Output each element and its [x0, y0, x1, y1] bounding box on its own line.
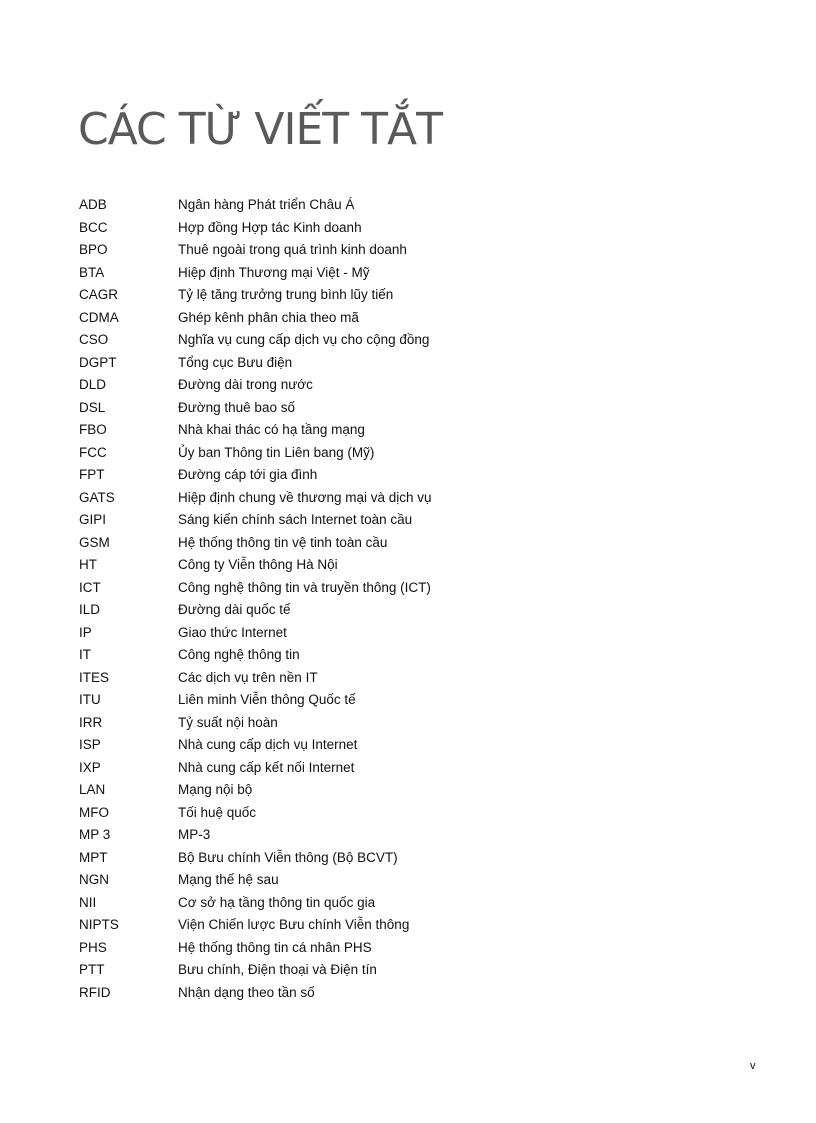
- abbreviation-meaning: Ngân hàng Phát triển Châu Á: [178, 197, 355, 212]
- abbreviation-row: [79, 892, 432, 915]
- abbreviation-code: ITU: [79, 692, 101, 707]
- abbreviation-meaning: Nghĩa vụ cung cấp dịch vụ cho cộng đồng: [178, 332, 430, 347]
- abbreviation-row: [79, 689, 432, 712]
- abbreviation-meaning: Đường cáp tới gia đình: [178, 467, 318, 482]
- abbreviation-code: MPT: [79, 849, 108, 865]
- abbreviation-code: PTT: [79, 962, 105, 977]
- abbreviation-code: FCC: [79, 444, 107, 460]
- abbreviation-meaning: Đường dài quốc tế: [178, 602, 291, 617]
- abbreviation-list: [79, 194, 432, 1004]
- abbreviation-code: DGPT: [79, 354, 117, 370]
- abbreviation-code: ITES: [79, 669, 110, 685]
- abbreviation-code: RFID: [79, 984, 111, 1000]
- abbreviation-row: [79, 397, 432, 420]
- abbreviation-code: IRR: [79, 714, 103, 730]
- abbreviation-meaning: Tối huệ quốc: [178, 804, 257, 820]
- abbreviation-row: [79, 194, 432, 217]
- abbreviation-row: [79, 532, 432, 555]
- abbreviation-code: CDMA: [79, 309, 119, 325]
- abbreviation-meaning: Liên minh Viễn thông Quốc tế: [178, 692, 356, 707]
- abbreviation-row: [79, 577, 432, 600]
- abbreviation-row: [79, 869, 432, 892]
- abbreviation-code: NII: [79, 894, 97, 910]
- abbreviation-row: [79, 937, 432, 960]
- abbreviation-row: [79, 509, 432, 532]
- abbreviation-code: CAGR: [79, 287, 119, 302]
- abbreviation-code: GSM: [79, 534, 110, 550]
- abbreviation-meaning: Ghép kênh phân chia theo mã: [178, 309, 359, 325]
- abbreviation-meaning: Đường thuê bao số: [178, 399, 295, 415]
- abbreviation-row: [79, 847, 432, 870]
- abbreviation-code: HT: [79, 557, 97, 572]
- abbreviation-meaning: Tỷ suất nội hoàn: [178, 714, 278, 730]
- abbreviation-row: [79, 464, 432, 487]
- abbreviation-row: [79, 307, 432, 330]
- abbreviation-meaning: Cơ sở hạ tầng thông tin quốc gia: [178, 894, 376, 910]
- abbreviation-code: ISP: [79, 737, 101, 752]
- abbreviation-code: IXP: [79, 759, 101, 775]
- abbreviation-row: [79, 352, 432, 375]
- abbreviation-code: GATS: [79, 489, 115, 505]
- abbreviation-code: MP 3: [79, 827, 111, 842]
- abbreviation-row: [79, 824, 432, 847]
- abbreviation-meaning: Hệ thống thông tin vệ tinh toàn cầu: [178, 534, 388, 550]
- abbreviation-meaning: Các dịch vụ trên nền IT: [178, 669, 318, 685]
- abbreviation-code: CSO: [79, 332, 109, 347]
- abbreviation-row: [79, 644, 432, 667]
- abbreviation-row: [79, 217, 432, 240]
- abbreviation-code: LAN: [79, 782, 106, 797]
- abbreviation-code: BTA: [79, 264, 105, 280]
- abbreviation-meaning: Nhận dạng theo tần số: [178, 984, 315, 1000]
- abbreviation-code: NGN: [79, 872, 109, 887]
- abbreviation-row: [79, 599, 432, 622]
- abbreviation-code: BPO: [79, 242, 108, 257]
- abbreviation-meaning: Hiệp định Thương mại Việt - Mỹ: [178, 264, 370, 280]
- abbreviation-row: [79, 329, 432, 352]
- abbreviation-meaning: Ủy ban Thông tin Liên bang (Mỹ): [178, 444, 375, 460]
- abbreviation-row: [79, 982, 432, 1005]
- abbreviation-row: [79, 239, 432, 262]
- abbreviation-meaning: Viện Chiến lược Bưu chính Viễn thông: [178, 917, 410, 932]
- abbreviation-meaning: Nhà cung cấp dịch vụ Internet: [178, 737, 358, 752]
- abbreviation-code: MFO: [79, 804, 109, 820]
- abbreviation-row: [79, 622, 432, 645]
- abbreviation-meaning: Bộ Bưu chính Viễn thông (Bộ BCVT): [178, 849, 398, 865]
- abbreviation-code: ILD: [79, 602, 101, 617]
- abbreviation-meaning: Giao thức Internet: [178, 624, 287, 640]
- abbreviation-meaning: Mạng thế hệ sau: [178, 872, 279, 887]
- abbreviation-code: FPT: [79, 467, 105, 482]
- abbreviation-row: [79, 914, 432, 937]
- abbreviation-row: [79, 262, 432, 285]
- abbreviation-meaning: Tỷ lệ tăng trưởng trung bình lũy tiến: [178, 287, 394, 302]
- abbreviation-code: FBO: [79, 422, 107, 437]
- abbreviation-code: PHS: [79, 939, 107, 955]
- abbreviation-meaning: Công nghệ thông tin: [178, 647, 300, 662]
- abbreviation-row: [79, 757, 432, 780]
- abbreviation-code: ICT: [79, 579, 101, 595]
- abbreviation-row: [79, 802, 432, 825]
- abbreviation-code: BCC: [79, 219, 108, 235]
- abbreviation-meaning: Công ty Viễn thông Hà Nội: [178, 557, 338, 572]
- abbreviation-row: [79, 442, 432, 465]
- abbreviation-code: DSL: [79, 399, 106, 415]
- abbreviation-meaning: Hiệp định chung về thương mại và dịch vụ: [178, 489, 432, 505]
- abbreviation-row: [79, 284, 432, 307]
- abbreviation-row: [79, 374, 432, 397]
- abbreviation-meaning: Nhà cung cấp kết nối Internet: [178, 759, 355, 775]
- abbreviation-meaning: Hệ thống thông tin cá nhân PHS: [178, 939, 372, 955]
- page-title: CÁC TỪ VIẾT TẮT: [78, 104, 442, 155]
- abbreviation-row: [79, 554, 432, 577]
- abbreviation-meaning: Tổng cục Bưu điện: [178, 354, 293, 370]
- abbreviation-meaning: Đường dài trong nước: [178, 377, 313, 392]
- abbreviation-row: [79, 487, 432, 510]
- abbreviation-code: IP: [79, 624, 92, 640]
- abbreviation-row: [79, 959, 432, 982]
- abbreviation-code: ADB: [79, 197, 107, 212]
- abbreviation-meaning: Hợp đồng Hợp tác Kinh doanh: [178, 219, 362, 235]
- abbreviation-row: [79, 779, 432, 802]
- abbreviation-code: GIPI: [79, 512, 107, 527]
- abbreviation-row: [79, 712, 432, 735]
- page-number: v: [750, 1060, 756, 1072]
- abbreviation-meaning: Bưu chính, Điện thoại và Điện tín: [178, 962, 377, 977]
- abbreviation-code: NIPTS: [79, 917, 119, 932]
- abbreviation-meaning: MP-3: [178, 827, 211, 842]
- abbreviation-row: [79, 734, 432, 757]
- abbreviation-meaning: Mạng nội bộ: [178, 782, 253, 797]
- abbreviation-meaning: Công nghệ thông tin và truyền thông (ICT): [178, 579, 431, 595]
- abbreviation-meaning: Nhà khai thác có hạ tầng mạng: [178, 422, 365, 437]
- abbreviation-code: DLD: [79, 377, 107, 392]
- abbreviation-meaning: Thuê ngoài trong quá trình kinh doanh: [178, 242, 407, 257]
- abbreviation-code: IT: [79, 647, 91, 662]
- abbreviation-row: [79, 667, 432, 690]
- abbreviation-row: [79, 419, 432, 442]
- abbreviation-meaning: Sáng kiến chính sách Internet toàn cầu: [178, 512, 413, 527]
